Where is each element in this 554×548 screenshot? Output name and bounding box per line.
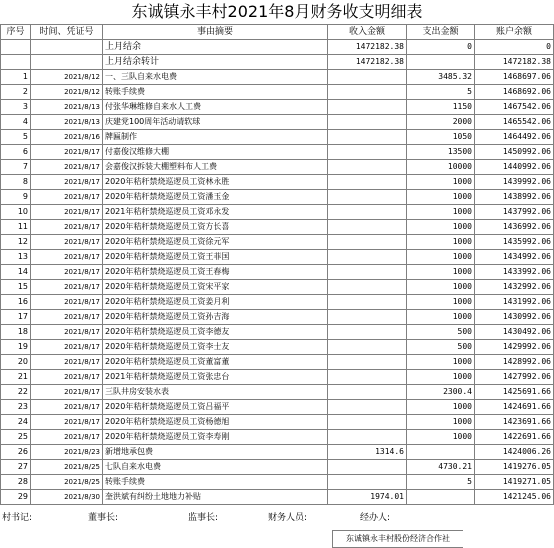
cell-summary: 2020年秸秆禁烧巡逻员工资李士友 [103,340,328,355]
table-row [1,175,554,190]
header-balance: 账户余额 [475,25,554,40]
table-row [1,310,554,325]
cell-income [328,460,407,475]
cell-summary: 付张华琳维修自来水人工费 [103,100,328,115]
sign-supervisor: 监事长: [188,513,219,523]
cell-summary: 2021年秸秆禁烧巡逻员工资邓永发 [103,205,328,220]
cell-no: 11 [1,220,31,235]
table-row [1,460,554,475]
cell-income [328,310,407,325]
cell-no: 24 [1,415,31,430]
sign-finance: 财务人员: [268,513,308,523]
cell-expense: 1000 [407,205,475,220]
cell-expense: 1000 [407,400,475,415]
table-row [1,70,554,85]
cell-summary: 转账手续费 [103,475,328,490]
cell-balance: 1425691.66 [475,385,554,400]
cell-summary: 2020年秸秆禁烧巡逻员工资林永胜 [103,175,328,190]
cell-no: 3 [1,100,31,115]
cell-expense: 1000 [407,430,475,445]
cell-balance: 1427992.06 [475,370,554,385]
cell-date: 2021/8/17 [31,310,103,325]
cell-summary: 付嘉俊汉维修大棚 [103,145,328,160]
cell-no: 13 [1,250,31,265]
cell-no: 1 [1,70,31,85]
cell-no: 18 [1,325,31,340]
cell-no: 25 [1,430,31,445]
cell-income [328,145,407,160]
table-row [1,265,554,280]
cell-no: 17 [1,310,31,325]
cell-balance: 1440992.06 [475,160,554,175]
table-row [1,355,554,370]
cell-date: 2021/8/17 [31,295,103,310]
cell-balance: 1467542.06 [475,100,554,115]
cell-balance: 1430492.06 [475,325,554,340]
cell-income [328,325,407,340]
cell-date [31,40,103,55]
sign-secretary: 村书记: [2,513,33,523]
cell-expense [407,55,475,70]
table-row [1,280,554,295]
cell-expense: 4730.21 [407,460,475,475]
cell-income [328,415,407,430]
cell-balance: 1450992.06 [475,145,554,160]
cell-expense [407,490,475,505]
table-row [1,250,554,265]
cell-expense: 1000 [407,175,475,190]
cell-date: 2021/8/12 [31,85,103,100]
cell-date: 2021/8/12 [31,70,103,85]
cell-balance: 0 [475,40,554,55]
table-row [1,160,554,175]
cell-no: 22 [1,385,31,400]
cell-date: 2021/8/17 [31,325,103,340]
cell-expense: 500 [407,325,475,340]
table-row [1,430,554,445]
cell-balance: 1422691.66 [475,430,554,445]
cell-date: 2021/8/17 [31,220,103,235]
table-row [1,145,554,160]
cell-date: 2021/8/13 [31,100,103,115]
opening-row [1,40,554,55]
cell-date: 2021/8/17 [31,190,103,205]
cell-expense: 5 [407,475,475,490]
cell-income: 1472182.38 [328,40,407,55]
cell-date: 2021/8/17 [31,205,103,220]
cell-balance: 1419271.05 [475,475,554,490]
cell-summary: 2020年秸秆禁烧巡逻员工资方长喜 [103,220,328,235]
cell-balance: 1428992.06 [475,355,554,370]
cell-summary: 2020年秸秆禁烧巡逻员工资孙吉海 [103,310,328,325]
table-row [1,295,554,310]
cell-expense: 1000 [407,295,475,310]
cell-summary: 2020年秸秆禁烧巡逻员工资李德友 [103,325,328,340]
table-row [1,85,554,100]
cell-date: 2021/8/17 [31,145,103,160]
cell-date: 2021/8/23 [31,445,103,460]
table-row [1,385,554,400]
header-expense: 支出金额 [407,25,475,40]
header-summary: 事由摘要 [103,25,328,40]
cell-no: 27 [1,460,31,475]
cell-expense: 1050 [407,130,475,145]
cell-summary: 2020年秸秆禁烧巡逻员工资王菲国 [103,250,328,265]
cell-summary: 会嘉俊汉拆装大棚塑料布人工费 [103,160,328,175]
cell-summary: 2020年秸秆禁烧巡逻员工资董富董 [103,355,328,370]
cell-summary: 2021年秸秆禁烧巡逻员工资张忠台 [103,370,328,385]
cell-summary: 2020年秸秆禁烧巡逻员工资王春梅 [103,265,328,280]
cell-expense: 1000 [407,265,475,280]
cell-no: 4 [1,115,31,130]
cell-expense: 1000 [407,415,475,430]
header-income: 收入金额 [328,25,407,40]
cell-summary: 上月结余转计 [103,55,328,70]
cell-expense: 1000 [407,310,475,325]
cell-balance: 1437992.06 [475,205,554,220]
cell-no [1,55,31,70]
cell-summary: 上月结余 [103,40,328,55]
cell-date: 2021/8/17 [31,160,103,175]
cell-summary: 新增地承包费 [103,445,328,460]
cell-no: 29 [1,490,31,505]
cell-income [328,115,407,130]
cell-income [328,100,407,115]
cell-summary: 七队自来水电费 [103,460,328,475]
table-row [1,475,554,490]
cell-balance: 1472182.38 [475,55,554,70]
cell-expense: 2000 [407,115,475,130]
cell-no: 7 [1,160,31,175]
cell-no: 16 [1,295,31,310]
cell-income [328,265,407,280]
cell-income [328,355,407,370]
cell-date: 2021/8/16 [31,130,103,145]
cell-expense: 2300.4 [407,385,475,400]
cell-income [328,430,407,445]
cell-expense: 13500 [407,145,475,160]
cell-no: 26 [1,445,31,460]
cell-date: 2021/8/17 [31,400,103,415]
sign-director: 董事长: [88,513,119,523]
cell-no: 19 [1,340,31,355]
cell-balance: 1423691.66 [475,415,554,430]
cell-no: 6 [1,145,31,160]
table-row [1,400,554,415]
table-row [1,130,554,145]
cell-income [328,475,407,490]
opening-row [1,55,554,70]
table-row [1,190,554,205]
cell-no: 21 [1,370,31,385]
cell-income [328,235,407,250]
cell-summary: 庆建党100周年活动请软球 [103,115,328,130]
cell-expense: 1000 [407,370,475,385]
cell-income: 1974.01 [328,490,407,505]
table-row [1,325,554,340]
cell-income [328,340,407,355]
table-row [1,340,554,355]
cell-income [328,85,407,100]
table-row [1,490,554,505]
cell-expense: 0 [407,40,475,55]
cell-expense: 1000 [407,355,475,370]
cell-expense: 1150 [407,100,475,115]
cell-date: 2021/8/17 [31,370,103,385]
cell-date: 2021/8/17 [31,385,103,400]
cell-balance: 1424006.26 [475,445,554,460]
cell-date: 2021/8/25 [31,460,103,475]
cell-no: 9 [1,190,31,205]
table-row [1,115,554,130]
cell-no: 15 [1,280,31,295]
cell-no: 12 [1,235,31,250]
cell-summary: 2020年秸秆禁烧巡逻员工资李寿刚 [103,430,328,445]
header-date: 时间、凭证号 [31,25,103,40]
cell-date: 2021/8/17 [31,235,103,250]
cell-expense: 1000 [407,220,475,235]
cell-expense: 10000 [407,160,475,175]
cell-no: 14 [1,265,31,280]
cell-balance: 1438992.06 [475,190,554,205]
cell-summary: 奎洪斌有纠纷土地地力补贴 [103,490,328,505]
cell-expense: 1000 [407,280,475,295]
cell-summary: 2020年秸秆禁烧巡逻员工资杨德旭 [103,415,328,430]
table-row [1,415,554,430]
cell-summary: 2020年秸秆禁烧巡逻员工资宋平家 [103,280,328,295]
cell-income: 1314.6 [328,445,407,460]
cell-date: 2021/8/13 [31,115,103,130]
cell-date: 2021/8/17 [31,430,103,445]
cell-date: 2021/8/25 [31,475,103,490]
cell-income [328,385,407,400]
cell-no [1,40,31,55]
header-row [1,25,554,40]
cell-summary: 牌匾制作 [103,130,328,145]
cell-balance: 1430992.06 [475,310,554,325]
cell-date: 2021/8/17 [31,340,103,355]
table-row [1,370,554,385]
cell-no: 23 [1,400,31,415]
cell-expense: 1000 [407,190,475,205]
cell-no: 2 [1,85,31,100]
cell-income: 1472182.38 [328,55,407,70]
cell-date: 2021/8/17 [31,265,103,280]
document-title: 东诚镇永丰村2021年8月财务收支明细表 [131,2,423,21]
cell-summary: 转账手续费 [103,85,328,100]
cell-no: 20 [1,355,31,370]
cell-no: 28 [1,475,31,490]
cell-date: 2021/8/17 [31,415,103,430]
cell-balance: 1465542.06 [475,115,554,130]
cell-date: 2021/8/17 [31,355,103,370]
table-row [1,235,554,250]
ledger-table [0,24,554,505]
cell-income [328,190,407,205]
cell-income [328,130,407,145]
cell-balance: 1435992.06 [475,235,554,250]
cell-summary: 三队井房安装水表 [103,385,328,400]
cell-income [328,220,407,235]
cell-balance: 1468697.06 [475,70,554,85]
cell-balance: 1419276.05 [475,460,554,475]
cell-balance: 1464492.06 [475,130,554,145]
cell-expense: 3485.32 [407,70,475,85]
cell-balance: 1439992.06 [475,175,554,190]
sign-handler: 经办人: [360,513,391,523]
cell-income [328,175,407,190]
table-row [1,205,554,220]
cell-date: 2021/8/17 [31,250,103,265]
signature-row [0,508,554,528]
cell-expense: 1000 [407,250,475,265]
cell-no: 8 [1,175,31,190]
cell-summary: 2020年秸秆禁烧巡逻员工资潘玉金 [103,190,328,205]
cell-date: 2021/8/17 [31,175,103,190]
cell-balance: 1432992.06 [475,280,554,295]
cell-summary: 一、三队自来水电费 [103,70,328,85]
cell-income [328,160,407,175]
cell-expense: 5 [407,85,475,100]
cell-income [328,370,407,385]
header-no: 序号 [1,25,31,40]
cell-income [328,295,407,310]
cell-balance: 1429992.06 [475,340,554,355]
cell-expense: 500 [407,340,475,355]
cell-date: 2021/8/30 [31,490,103,505]
footer-org: 东诚镇永丰村股份经济合作社 [333,530,463,548]
cell-balance: 1431992.06 [475,295,554,310]
cell-balance: 1433992.06 [475,265,554,280]
table-row [1,445,554,460]
cell-no: 10 [1,205,31,220]
cell-date: 2021/8/17 [31,280,103,295]
cell-balance: 1434992.06 [475,250,554,265]
table-row [1,220,554,235]
cell-balance: 1424691.66 [475,400,554,415]
cell-no: 5 [1,130,31,145]
cell-balance: 1421245.06 [475,490,554,505]
cell-income [328,280,407,295]
cell-summary: 2020年秸秆禁烧巡逻员工资姜月利 [103,295,328,310]
cell-balance: 1436992.06 [475,220,554,235]
cell-income [328,400,407,415]
cell-date [31,55,103,70]
cell-income [328,250,407,265]
cell-summary: 2020年秸秆禁烧巡逻员工资吕福平 [103,400,328,415]
cell-balance: 1468692.06 [475,85,554,100]
cell-summary: 2020年秸秆禁烧巡逻员工资徐元军 [103,235,328,250]
cell-expense: 1000 [407,235,475,250]
cell-expense [407,445,475,460]
table-row [1,100,554,115]
cell-income [328,205,407,220]
cell-income [328,70,407,85]
ledger-body [1,40,554,505]
